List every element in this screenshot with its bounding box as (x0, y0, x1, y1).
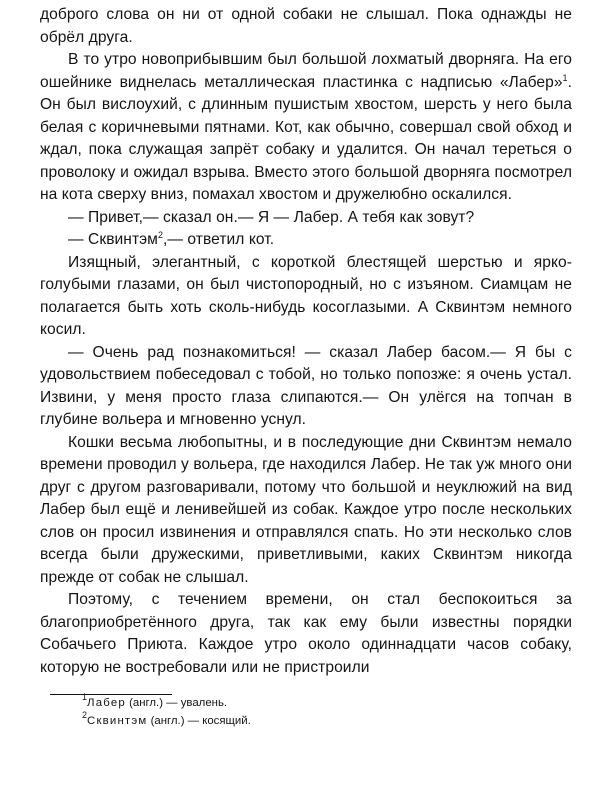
paragraph-text: Изящный, элегантный, с короткой блестящей шерстью и ярко-голубыми глазами, он был чистопородный, но с изъяном. Сиамцам не полагается быть хоть сколь-нибудь косоглазыми. А Сквинтэм немного косил. (40, 253, 572, 338)
paragraph (40, 252, 572, 342)
paragraph-text: доброго слова он ни от одной собаки не слышал. Пока однажды не обрёл друга. (40, 6, 572, 46)
paragraph (40, 49, 572, 207)
footnote (82, 712, 482, 730)
paragraph-text: Поэтому, с течением времени, он стал беспокоиться за благоприобретённого друга, так как ему были известны порядки Собачьего Приюта. Каждое утро около одиннадцати часов собаку, которую не востребовали или не пристроили (40, 591, 572, 676)
paragraph-text: Кошки весьма любопытны, и в последующие дни Сквинтэм немало времени проводил у вольера, где находился Лабер. Не так уж много они друг с другом разговаривали, потому что большой и неуклюжий на вид Лабер был ещё и ленивейшей из собак. Каждое утро после нескольких слов он просил извинения и отправлялся спать. Но эти несколько слов всегда были дружескими, приветливыми, каких Сквинтэм никогда прежде от собак не слышал. (40, 433, 572, 586)
footnotes (82, 694, 482, 730)
paragraph-text: ,— ответил кот. (163, 231, 275, 248)
paragraph-text: В то утро новоприбывшим был большой лохматый дворняга. На его ошейнике виднелась металлическая пластинка с надписью «Лабер» (40, 51, 572, 91)
paragraph-text: — Сквинтэм (68, 231, 158, 248)
book-page (40, 4, 572, 679)
body-text (40, 4, 572, 679)
paragraph-text: — Привет,— сказал он.— Я — Лабер. А тебя как зовут? (68, 208, 475, 226)
footnote-term: Лабер (87, 697, 126, 709)
footnote-term: Сквинтэм (87, 715, 148, 727)
footnote (82, 694, 482, 712)
paragraph (40, 229, 572, 252)
footnote-gloss: (англ.) — косящий. (150, 715, 251, 727)
paragraph-text: . Он был вислоухий, с длинным пушистым хвостом, шерсть у него была белая с коричневыми пятнами. Кот, как обычно, совершал свой обход и ждал, пока служащая запрёт собаку и удалится. Он начал тереться о проволоку и ожидал взрыва. Вместо этого большой дворняга посмотрел на кота сверху вниз, помахал хвостом и дружелюбно оскалился. (40, 73, 572, 203)
paragraph (40, 342, 572, 432)
paragraph (40, 432, 572, 590)
paragraph-text: — Очень рад познакомиться! — сказал Лабер басом.— Я бы с удовольствием побеседовал с тобой, но только попозже: я очень устал. Извини, у меня просто глаза слипаются.— Он улёгся на топчан в глубине вольера и мгновенно уснул. (40, 343, 572, 428)
paragraph (40, 4, 572, 49)
paragraph (40, 207, 572, 230)
footnote-ref: 1 (562, 72, 568, 83)
footnote-mark: 2 (82, 710, 88, 720)
footnote-gloss: (англ.) — увалень. (129, 697, 228, 709)
paragraph (40, 589, 572, 679)
footnote-ref: 2 (157, 230, 163, 240)
footnote-mark: 1 (82, 692, 88, 702)
